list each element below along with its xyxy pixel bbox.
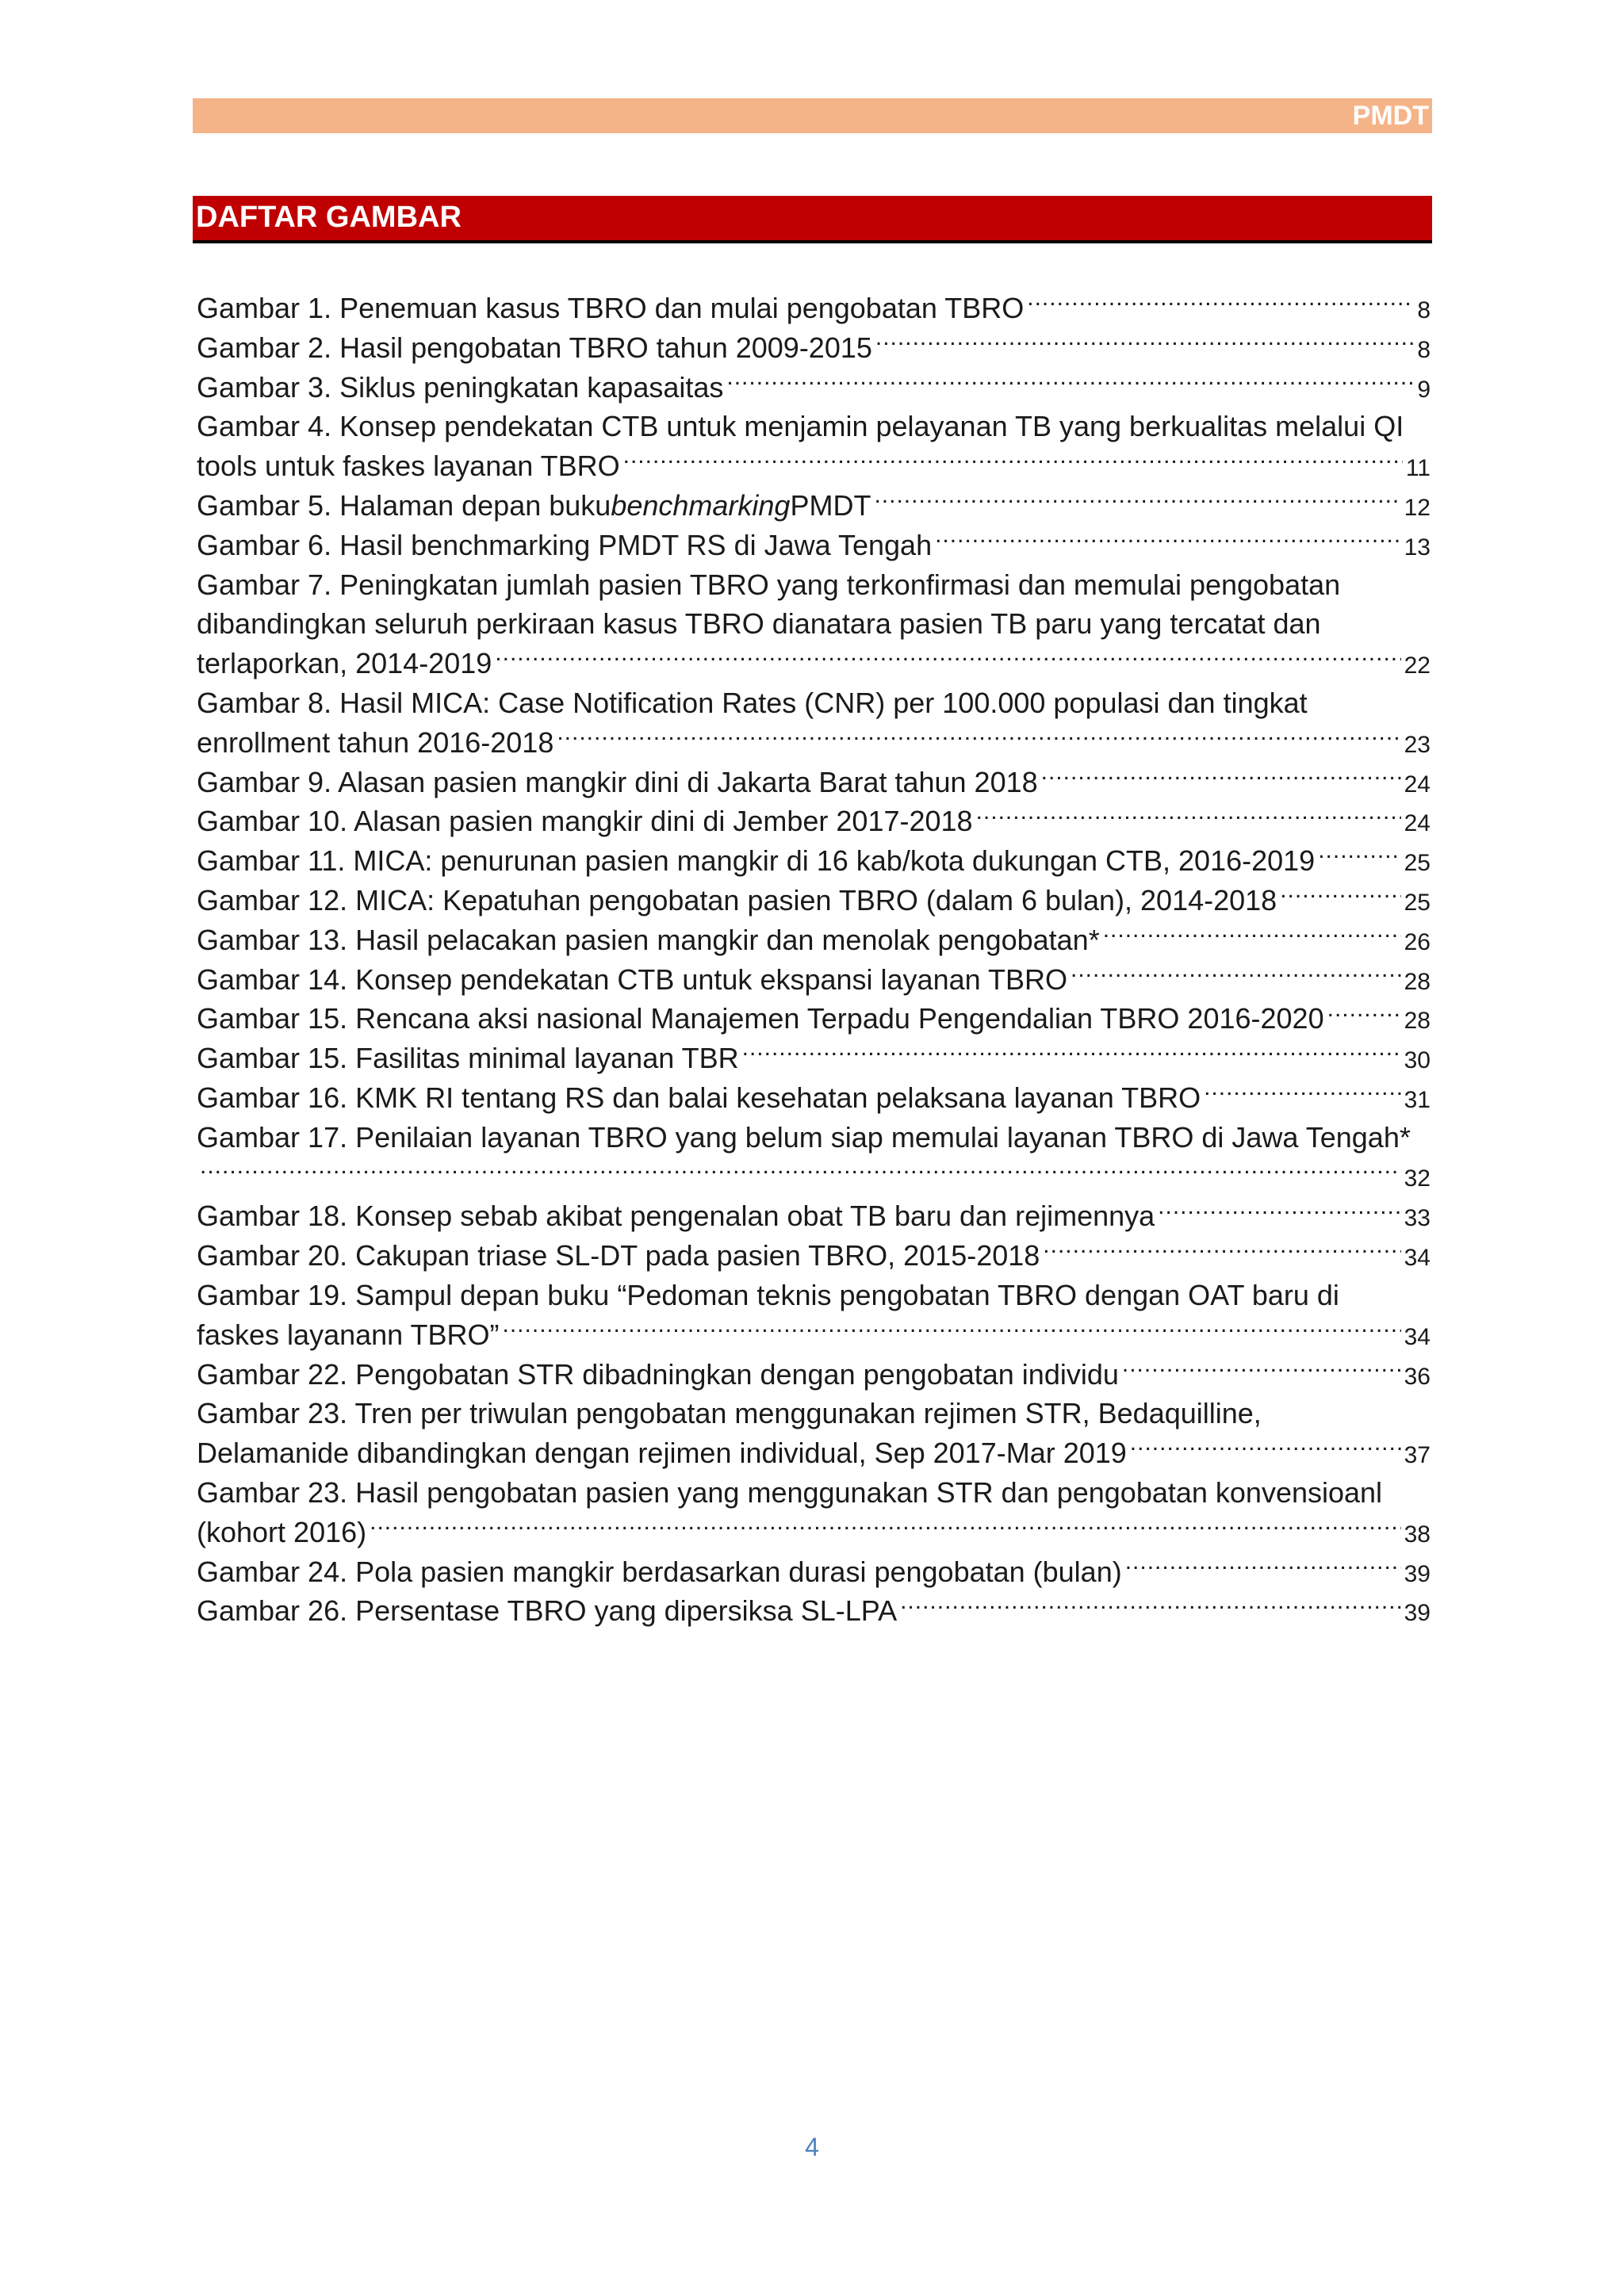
dot-leader	[1043, 1237, 1400, 1265]
dot-leader	[623, 447, 1403, 476]
list-item-title: Gambar 10. Alasan pasien mangkir dini di Jember 2017-2018	[197, 805, 973, 838]
dot-leader	[370, 1513, 1401, 1542]
list-item-page-number: 33	[1404, 1205, 1431, 1232]
list-item-title: Gambar 19. Sampul depan buku “Pedoman teknis pengobatan TBRO dengan OAT baru di	[197, 1278, 1339, 1311]
list-item-title: Gambar 20. Cakupan triase SL-DT pada pasien TBRO, 2015-2018	[197, 1239, 1040, 1272]
list-item-title: Gambar 3. Siklus peningkatan kapasaitas	[197, 370, 724, 404]
dot-leader	[1125, 1553, 1401, 1582]
list-of-figures	[197, 289, 1431, 1631]
running-header-label: PMDT	[1352, 101, 1429, 131]
list-item-line	[197, 1552, 1431, 1592]
dot-leader	[900, 1592, 1401, 1621]
list-item-title: Gambar 1. Penemuan kasus TBRO dan mulai pengobatan TBRO	[197, 292, 1025, 324]
dot-leader	[726, 369, 1414, 397]
list-item-line	[197, 1276, 1431, 1315]
list-item[interactable]	[197, 881, 1431, 920]
list-item-page-number: 25	[1404, 850, 1431, 877]
list-item-page-number: 39	[1404, 1600, 1431, 1627]
list-item-page-number: 34	[1404, 1323, 1431, 1350]
list-item-page-number: 31	[1404, 1086, 1431, 1113]
dot-leader	[875, 329, 1414, 358]
list-item-line	[197, 999, 1431, 1039]
dot-leader	[495, 645, 1400, 673]
list-item-line	[197, 960, 1431, 1000]
list-item[interactable]	[197, 683, 1431, 763]
list-item-line	[197, 407, 1431, 446]
list-item-line	[197, 1158, 1431, 1197]
list-item[interactable]	[197, 1473, 1431, 1552]
dot-leader	[874, 487, 1400, 515]
list-item-line	[197, 881, 1431, 920]
list-item-title: tools untuk faskes layanan TBRO	[197, 450, 620, 483]
list-item-line	[197, 1433, 1431, 1473]
list-item-title: faskes layanann TBRO”	[197, 1318, 500, 1351]
list-item-line	[197, 841, 1431, 881]
list-item-page-number: 24	[1404, 810, 1431, 837]
list-item[interactable]	[197, 1591, 1431, 1631]
dot-leader	[1122, 1356, 1401, 1384]
list-item-line	[197, 446, 1431, 486]
list-item-title: Gambar 14. Konsep pendekatan CTB untuk ekspansi layanan TBRO	[197, 962, 1067, 996]
list-item-page-number: 28	[1404, 1008, 1431, 1035]
list-item-line	[197, 565, 1431, 605]
list-item-page-number: 8	[1417, 336, 1431, 363]
section-heading	[193, 196, 1432, 243]
list-item[interactable]	[197, 999, 1431, 1039]
list-item[interactable]	[197, 1236, 1431, 1276]
dot-leader	[976, 802, 1401, 831]
dot-leader	[1318, 842, 1400, 871]
list-item[interactable]	[197, 486, 1431, 526]
dot-leader	[1027, 289, 1414, 318]
list-item-line	[197, 526, 1431, 565]
list-item-page-number: 25	[1404, 889, 1431, 916]
list-item-title: Gambar 12. MICA: Kepatuhan pengobatan pasien TBRO (dalam 6 bulan), 2014-2018	[197, 883, 1277, 916]
list-item-title: Gambar 26. Persentase TBRO yang dipersiksa SL-LPA	[197, 1594, 898, 1628]
list-item[interactable]	[197, 368, 1431, 408]
list-item-page-number: 13	[1404, 534, 1431, 561]
list-item-title: Gambar 2. Hasil pengobatan TBRO tahun 2009-2015	[197, 331, 872, 364]
list-item-page-number: 22	[1404, 652, 1431, 679]
list-item-line	[197, 1236, 1431, 1276]
dot-leader	[557, 724, 1400, 752]
list-item-page-number: 9	[1417, 376, 1431, 403]
list-item[interactable]	[197, 920, 1431, 960]
dot-leader	[1041, 763, 1401, 792]
dot-leader	[503, 1316, 1401, 1345]
list-item[interactable]	[197, 1552, 1431, 1592]
list-item-title: Gambar 13. Hasil pelacakan pasien mangkir dan menolak pengobatan*	[197, 923, 1100, 956]
dot-leader	[1158, 1197, 1400, 1226]
list-item-title: Gambar 24. Pola pasien mangkir berdasarkan durasi pengobatan (bulan)	[197, 1555, 1122, 1588]
list-item-line	[197, 644, 1431, 683]
list-item-page-number: 28	[1404, 968, 1431, 995]
list-item-line	[197, 1394, 1431, 1433]
list-item-title: enrollment tahun 2016-2018	[197, 725, 554, 759]
list-item-page-number: 26	[1404, 928, 1431, 955]
list-item-page-number: 23	[1404, 731, 1431, 758]
list-item-title: Gambar 5. Halaman depan buku	[197, 488, 611, 522]
list-item-page-number: 12	[1404, 494, 1431, 521]
list-item-line	[197, 1355, 1431, 1395]
list-item-title: Gambar 7. Peningkatan jumlah pasien TBRO yang terkonfirmasi dan memulai pengobatan	[197, 568, 1341, 601]
list-item-line	[197, 763, 1431, 802]
list-item[interactable]	[197, 565, 1431, 683]
list-item[interactable]	[197, 526, 1431, 565]
list-item-title: Gambar 11. MICA: penurunan pasien mangkir di 16 kab/kota dukungan CTB, 2016-2019	[197, 844, 1316, 878]
list-item-title-italic: benchmarking	[611, 488, 791, 522]
list-item-line	[197, 1591, 1431, 1631]
list-item-title: terlaporkan, 2014-2019	[197, 647, 492, 680]
dot-leader	[1327, 1000, 1401, 1028]
list-item-page-number: 39	[1404, 1560, 1431, 1587]
list-item-page-number: 36	[1404, 1363, 1431, 1390]
list-item-title: Gambar 18. Konsep sebab akibat pengenalan obat TB baru dan rejimennya	[197, 1200, 1155, 1233]
list-item[interactable]	[197, 1394, 1431, 1473]
list-item-line	[197, 1196, 1431, 1236]
list-item[interactable]	[197, 841, 1431, 881]
list-item-title: Gambar 9. Alasan pasien mangkir dini di Jakarta Barat tahun 2018	[197, 765, 1038, 798]
page-number: 4	[805, 2133, 819, 2161]
list-item-title: Gambar 16. KMK RI tentang RS dan balai kesehatan pelaksana layanan TBRO	[197, 1081, 1201, 1114]
list-item[interactable]	[197, 1196, 1431, 1236]
list-item-line	[197, 723, 1431, 763]
dot-leader	[1130, 1434, 1401, 1463]
list-item[interactable]	[197, 763, 1431, 802]
list-item-page-number: 32	[1404, 1165, 1431, 1192]
list-item[interactable]	[197, 1276, 1431, 1355]
dot-leader	[935, 526, 1401, 555]
dot-leader	[1280, 882, 1400, 910]
list-item-line	[197, 1513, 1431, 1552]
list-item-title: Gambar 23. Hasil pengobatan pasien yang menggunakan STR dan pengobatan konvensioanl	[197, 1475, 1383, 1509]
running-header-bar	[193, 98, 1432, 133]
dot-leader	[742, 1039, 1401, 1068]
list-item-line	[197, 920, 1431, 960]
list-item-title: Gambar 15. Fasilitas minimal layanan TBR	[197, 1042, 739, 1075]
dot-leader	[200, 1158, 1401, 1186]
list-item-page-number: 24	[1404, 771, 1431, 798]
list-item-title: Gambar 15. Rencana aksi nasional Manajemen Terpadu Pengendalian TBRO 2016-2020	[197, 1002, 1324, 1035]
list-item-page-number: 30	[1404, 1047, 1431, 1074]
list-item-line	[197, 1078, 1431, 1118]
list-item[interactable]	[197, 328, 1431, 368]
list-item-line	[197, 802, 1431, 841]
list-item[interactable]	[197, 289, 1431, 328]
list-item-line	[197, 604, 1431, 644]
list-item-line	[197, 1473, 1431, 1513]
list-item-page-number: 34	[1404, 1245, 1431, 1272]
list-item-line	[197, 289, 1431, 328]
list-item-title: Gambar 17. Penilaian layanan TBRO yang belum siap memulai layanan TBRO di Jawa Tengah*	[197, 1120, 1411, 1154]
dot-leader	[1204, 1079, 1401, 1108]
list-item-title: dibandingkan seluruh perkiraan kasus TBRO dianatara pasien TB paru yang tercatat dan	[197, 607, 1321, 641]
list-item-line	[197, 683, 1431, 723]
list-item[interactable]	[197, 407, 1431, 486]
dot-leader	[1103, 921, 1401, 950]
list-item[interactable]	[197, 1039, 1431, 1078]
list-item-title: Gambar 23. Tren per triwulan pengobatan menggunakan rejimen STR, Bedaquilline,	[197, 1397, 1262, 1430]
dot-leader	[1071, 961, 1401, 989]
list-item-page-number: 38	[1404, 1521, 1431, 1548]
list-item-title: (kohort 2016)	[197, 1515, 367, 1548]
list-item-line	[197, 328, 1431, 368]
list-item-line	[197, 1039, 1431, 1078]
list-item-title: Gambar 8. Hasil MICA: Case Notification Rates (CNR) per 100.000 populasi dan tingkat	[197, 686, 1308, 719]
list-item-title: Gambar 6. Hasil benchmarking PMDT RS di Jawa Tengah	[197, 528, 933, 561]
list-item[interactable]	[197, 802, 1431, 841]
list-item-line	[197, 486, 1431, 526]
list-item-page-number: 37	[1404, 1442, 1431, 1469]
section-title: DAFTAR GAMBAR	[196, 201, 462, 234]
list-item-line	[197, 1315, 1431, 1355]
list-item-title: Gambar 22. Pengobatan STR dibadningkan dengan pengobatan individu	[197, 1357, 1119, 1391]
list-item[interactable]	[197, 1078, 1431, 1118]
list-item[interactable]	[197, 1118, 1431, 1197]
list-item-title: Gambar 4. Konsep pendekatan CTB untuk menjamin pelayanan TB yang berkualitas melalui QI	[197, 410, 1404, 443]
list-item-line	[197, 368, 1431, 408]
list-item[interactable]	[197, 960, 1431, 1000]
list-item-page-number: 11	[1405, 455, 1431, 482]
list-item-line	[197, 1118, 1431, 1158]
list-item[interactable]	[197, 1355, 1431, 1395]
list-item-title: Delamanide dibandingkan dengan rejimen individual, Sep 2017-Mar 2019	[197, 1437, 1127, 1470]
list-item-title-suffix: PMDT	[790, 488, 871, 522]
list-item-page-number: 8	[1417, 297, 1431, 323]
